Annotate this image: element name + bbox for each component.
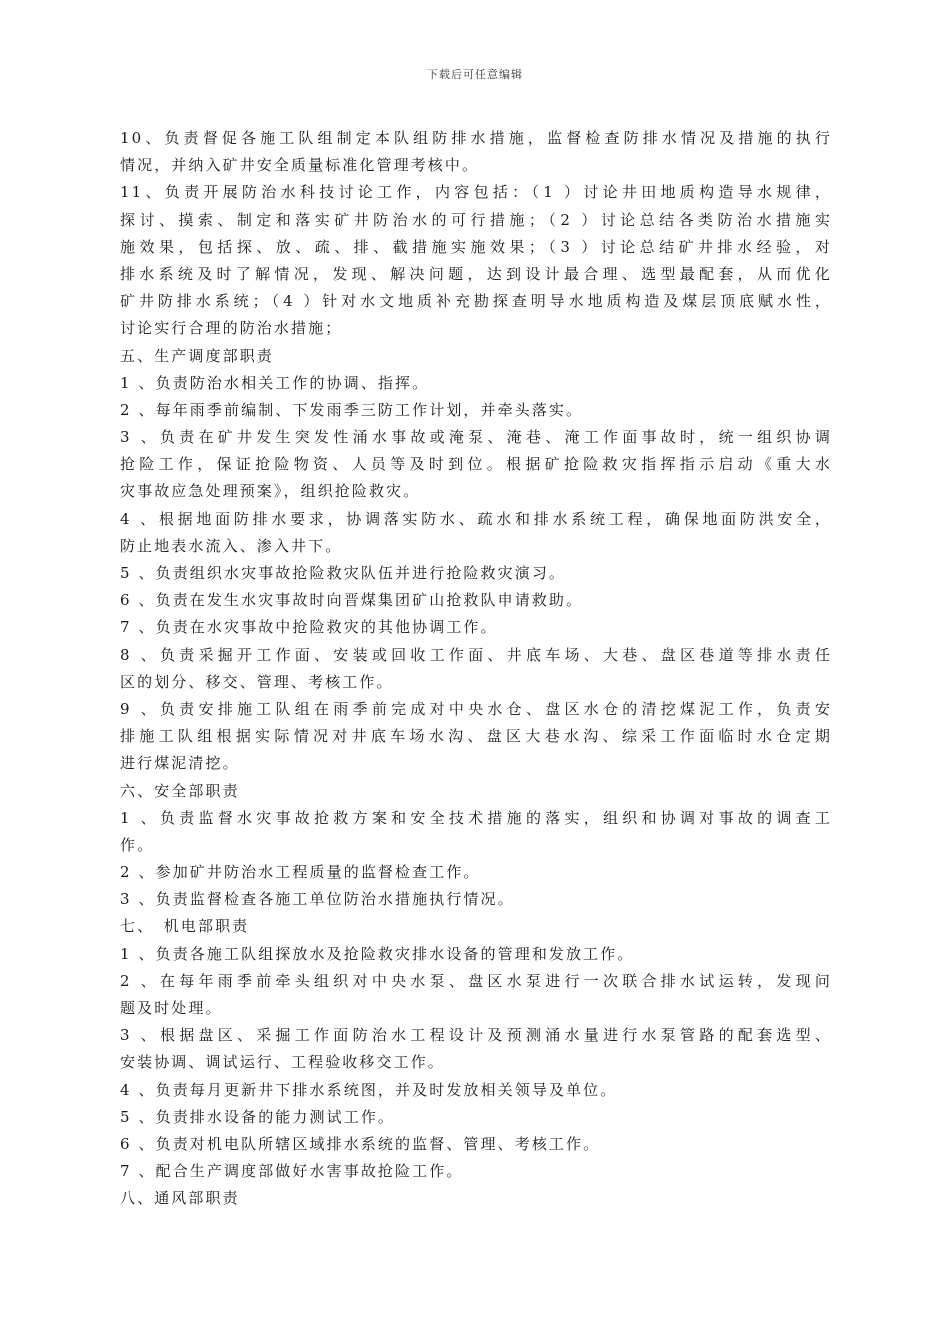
text-line: 4 、负责每月更新井下排水系统图，并及时发放相关领导及单位。 — [120, 1080, 618, 1099]
text-line: 1 、负责各施工队组探放水及抢险救灾排水设备的管理和发放工作。 — [120, 944, 635, 963]
text-line: 1 、负责监督水灾事故抢救方案和安全技术措施的落实，组织和协调对事故的调查工 — [120, 808, 832, 827]
text-line: 6 、负责对机电队所辖区域排水系统的监督、管理、考核工作。 — [120, 1134, 601, 1153]
text-line: 5 、负责组织水灾事故抢险救灾队伍并进行抢险救灾演习。 — [120, 564, 567, 582]
text-line: 8 、负责采掘开工作面、安装或回收工作面、井底车场、大巷、盘区巷道等排水责任 — [120, 645, 832, 664]
text-line: 防止地表水流入、渗入井下。 — [120, 536, 343, 555]
text-line: 10、负责督促各施工队组制定本队组防排水措施，监督检查防排水情况及措施的执行 — [120, 129, 832, 147]
text-line: 情况，并纳入矿井安全质量标准化管理考核中。 — [120, 156, 480, 175]
text-line: 2 、在每年雨季前牵头组织对中央水泵、盘区水泵进行一次联合排水试运转，发现问 — [120, 971, 832, 990]
page-header-note: 下载后可任意编辑 — [427, 68, 523, 81]
text-line: 3 、负责在矿井发生突发性涌水事故或淹泵、淹巷、淹工作面事故时，统一组织协调 — [120, 428, 832, 447]
text-line: 6 、负责在发生水灾事故时向晋煤集团矿山抢救队申请救助。 — [120, 591, 584, 610]
text-line: 1 、负责防治水相关工作的协调、指挥。 — [120, 373, 430, 392]
text-line: 2 、每年雨季前编制、下发雨季三防工作计划，并牵头落实。 — [120, 400, 584, 419]
text-line: 施效果，包括探、放、疏、排、截措施实施效果；（3 ）讨论总结矿井排水经验，对 — [120, 237, 832, 256]
text-line: 3 、负责监督检查各施工单位防治水措施执行情况。 — [120, 890, 515, 909]
text-line: 六、安全部职责 — [120, 781, 240, 800]
text-line: 5 、负责排水设备的能力测试工作。 — [120, 1107, 396, 1126]
text-line: 排施工队组根据实际情况对井底车场水沟、盘区大巷水沟、综采工作面临时水仓定期 — [120, 727, 832, 746]
text-line: 安装协调、调试运行、工程验收移交工作。 — [120, 1053, 445, 1072]
text-line: 七、 机电部职责 — [120, 917, 250, 936]
text-line: 讨论实行合理的防治水措施； — [120, 319, 343, 338]
text-line: 矿井防排水系统；（4 ）针对水文地质补充勘探查明导水地质构造及煤层顶底赋水性， — [120, 292, 832, 311]
text-line: 灾事故应急处理预案》，组织抢险救灾。 — [120, 482, 421, 501]
text-line: 9 、负责安排施工队组在雨季前完成对中央水仓、盘区水仓的清挖煤泥工作，负责安 — [120, 699, 832, 718]
text-line: 题及时处理。 — [120, 999, 223, 1017]
text-line: 作。 — [120, 835, 155, 854]
text-line: 11、负责开展防治水科技讨论工作，内容包括：（1 ）讨论井田地质构造导水规律， — [120, 183, 832, 202]
text-line: 区的划分、移交、管理、考核工作。 — [120, 672, 394, 691]
text-line: 八、通风部职责 — [120, 1189, 240, 1208]
document-body — [120, 125, 832, 1213]
text-line: 五、生产调度部职责 — [120, 346, 274, 365]
text-line: 7 、配合生产调度部做好水害事故抢险工作。 — [120, 1162, 464, 1181]
text-line: 7 、负责在水灾事故中抢险救灾的其他协调工作。 — [120, 618, 498, 637]
text-line: 3 、根据盘区、采掘工作面防治水工程设计及预测涌水量进行水泵管路的配套选型、 — [120, 1026, 832, 1045]
text-line: 排水系统及时了解情况，发现、解决问题，达到设计最合理、选型最配套，从而优化 — [120, 264, 832, 283]
text-line: 4 、根据地面防排水要求，协调落实防水、疏水和排水系统工程，确保地面防洪安全， — [120, 509, 832, 528]
text-line: 抢险工作，保证抢险物资、人员等及时到位。根据矿抢险救灾指挥指示启动《重大水 — [120, 455, 832, 474]
text-line: 进行煤泥清挖。 — [120, 754, 240, 773]
text-line: 2 、参加矿井防治水工程质量的监督检查工作。 — [120, 863, 481, 882]
text-line: 探讨、摸索、制定和落实矿井防治水的可行措施；（2 ）讨论总结各类防治水措施实 — [120, 210, 832, 229]
